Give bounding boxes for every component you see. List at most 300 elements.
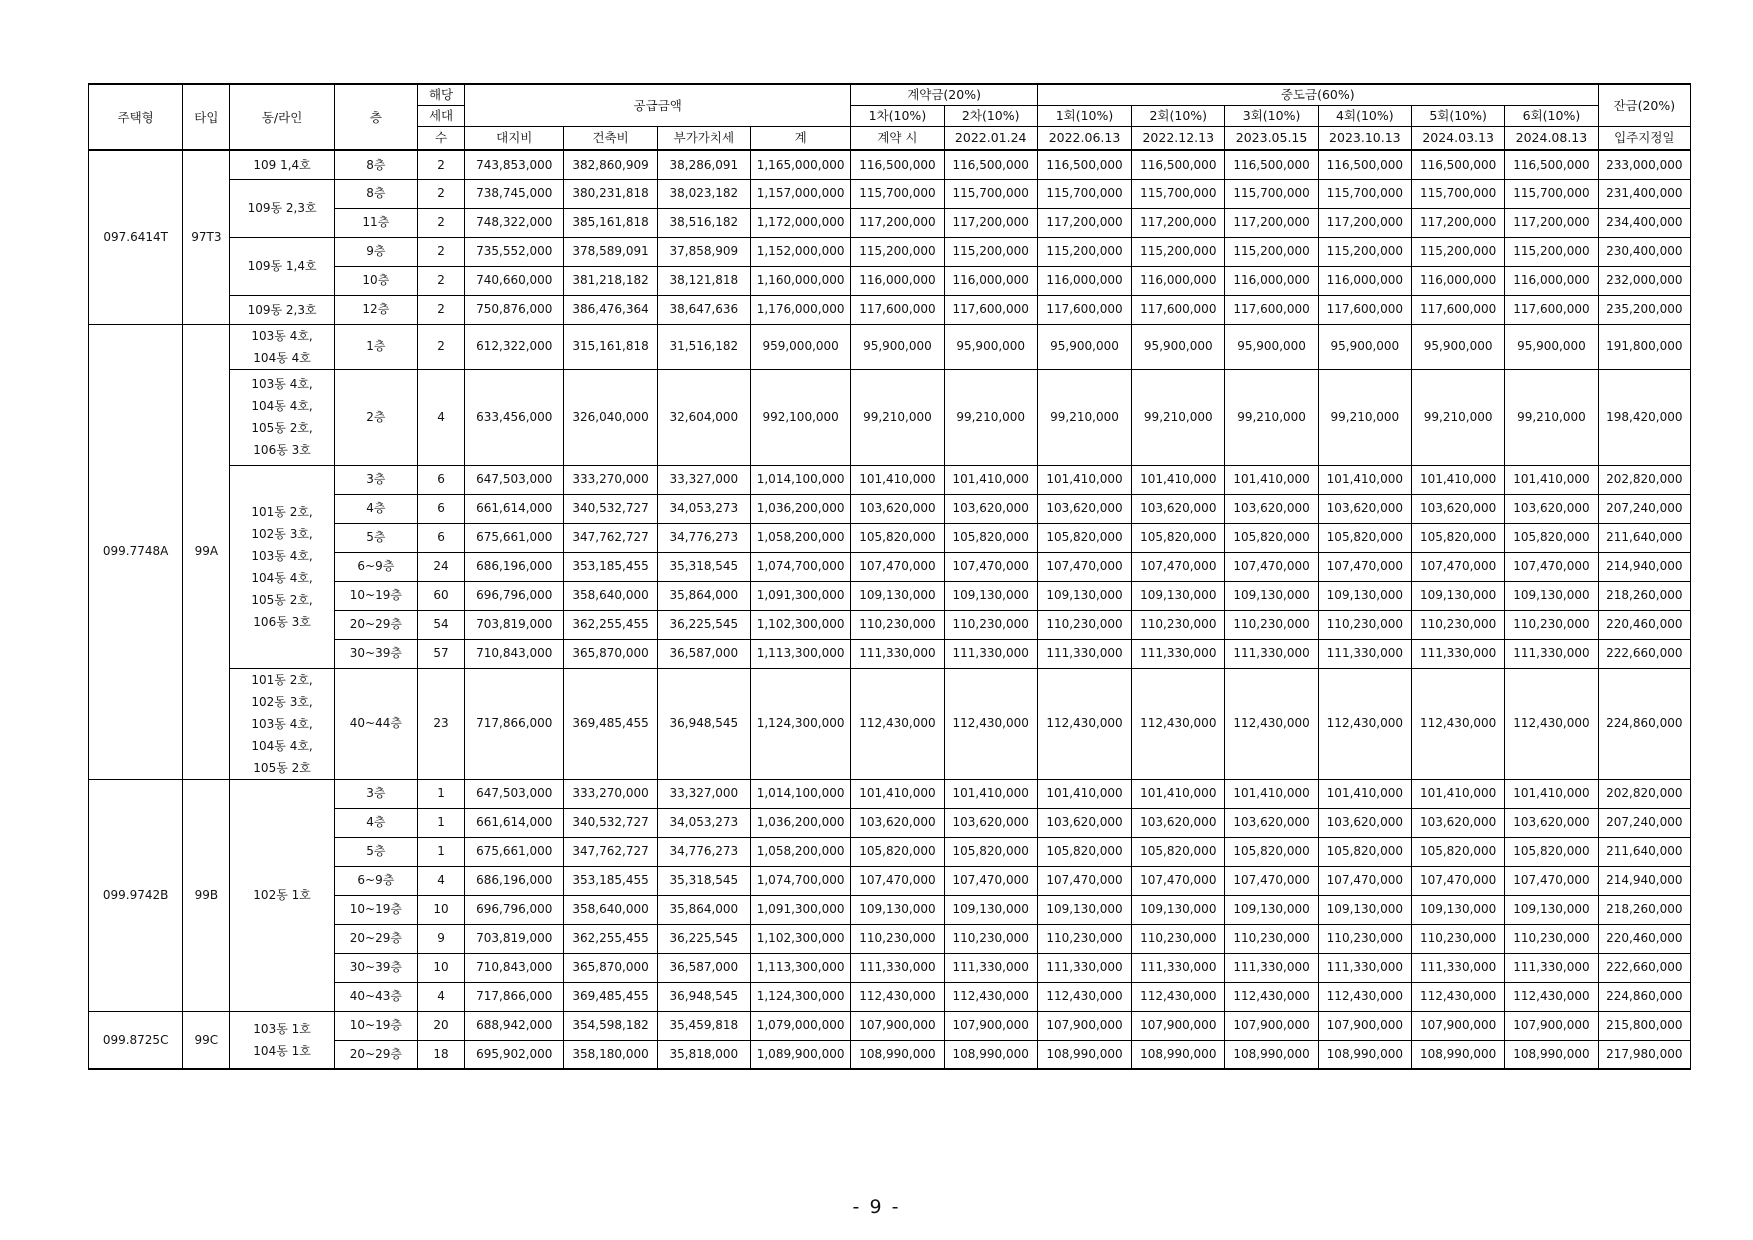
down-payment-2-cell: 105,820,000 — [944, 523, 1037, 552]
interim-payment-5-cell: 115,700,000 — [1411, 179, 1504, 208]
down-payment-1-cell: 112,430,000 — [851, 668, 944, 779]
land-cost-cell: 688,942,000 — [465, 1011, 564, 1040]
vat-cell: 33,327,000 — [657, 465, 750, 494]
building-cost-cell: 326,040,000 — [564, 369, 657, 465]
total-price-cell: 1,079,000,000 — [750, 1011, 850, 1040]
interim-payment-1-cell: 107,900,000 — [1037, 1011, 1131, 1040]
dong-line-cell: 103동 4호, 104동 4호 — [230, 324, 334, 369]
housing-type-cell: 099.8725C — [89, 1011, 183, 1069]
interim-payment-1-cell: 110,230,000 — [1037, 610, 1131, 639]
interim-payment-5-cell: 112,430,000 — [1411, 668, 1504, 779]
floor-cell: 8층 — [334, 150, 417, 179]
building-cost-cell: 365,870,000 — [564, 639, 657, 668]
land-cost-cell: 696,796,000 — [465, 895, 564, 924]
header-balance-date: 입주지정일 — [1598, 126, 1690, 150]
interim-payment-3-cell: 103,620,000 — [1225, 494, 1318, 523]
table-body — [89, 150, 1691, 1069]
units-cell: 2 — [417, 150, 464, 179]
header-units-line2: 세대 — [417, 105, 464, 126]
units-cell: 6 — [417, 465, 464, 494]
down-payment-1-cell: 109,130,000 — [851, 581, 944, 610]
down-payment-1-cell: 111,330,000 — [851, 639, 944, 668]
floor-cell: 9층 — [334, 237, 417, 266]
interim-payment-3-cell: 115,700,000 — [1225, 179, 1318, 208]
down-payment-1-cell: 105,820,000 — [851, 837, 944, 866]
down-payment-2-cell: 116,000,000 — [944, 266, 1037, 295]
units-cell: 4 — [417, 982, 464, 1011]
balance-cell: 211,640,000 — [1598, 523, 1690, 552]
vat-cell: 35,459,818 — [657, 1011, 750, 1040]
table-row — [89, 779, 1691, 808]
interim-payment-5-cell: 115,200,000 — [1411, 237, 1504, 266]
interim-payment-1-cell: 101,410,000 — [1037, 465, 1131, 494]
building-cost-cell: 362,255,455 — [564, 924, 657, 953]
vat-cell: 36,948,545 — [657, 982, 750, 1011]
interim-payment-2-cell: 112,430,000 — [1132, 982, 1225, 1011]
balance-cell: 217,980,000 — [1598, 1040, 1690, 1069]
down-payment-2-cell: 110,230,000 — [944, 924, 1037, 953]
interim-payment-1-cell: 115,700,000 — [1037, 179, 1131, 208]
total-price-cell: 1,113,300,000 — [750, 639, 850, 668]
dong-line-cell: 109동 2,3호 — [230, 179, 334, 237]
interim-payment-1-cell: 109,130,000 — [1037, 895, 1131, 924]
vat-cell: 33,327,000 — [657, 779, 750, 808]
header-floor: 층 — [334, 84, 417, 150]
building-cost-cell: 369,485,455 — [564, 668, 657, 779]
units-cell: 54 — [417, 610, 464, 639]
total-price-cell: 1,160,000,000 — [750, 266, 850, 295]
interim-payment-5-cell: 110,230,000 — [1411, 924, 1504, 953]
interim-payment-6-cell: 107,470,000 — [1505, 866, 1598, 895]
interim-payment-2-cell: 111,330,000 — [1132, 639, 1225, 668]
down-payment-1-cell: 107,470,000 — [851, 866, 944, 895]
interim-payment-2-cell: 107,900,000 — [1132, 1011, 1225, 1040]
floor-cell: 5층 — [334, 837, 417, 866]
interim-payment-5-cell: 117,200,000 — [1411, 208, 1504, 237]
interim-payment-6-cell: 115,200,000 — [1505, 237, 1598, 266]
interim-payment-2-cell: 101,410,000 — [1132, 465, 1225, 494]
floor-cell: 1층 — [334, 324, 417, 369]
units-cell: 57 — [417, 639, 464, 668]
header-interim-1: 1회(10%) — [1037, 105, 1131, 126]
interim-payment-3-cell: 101,410,000 — [1225, 779, 1318, 808]
interim-payment-2-cell: 107,470,000 — [1132, 552, 1225, 581]
vat-cell: 36,587,000 — [657, 953, 750, 982]
interim-payment-1-cell: 117,200,000 — [1037, 208, 1131, 237]
total-price-cell: 992,100,000 — [750, 369, 850, 465]
land-cost-cell: 695,902,000 — [465, 1040, 564, 1069]
vat-cell: 38,121,818 — [657, 266, 750, 295]
vat-cell: 36,948,545 — [657, 668, 750, 779]
balance-cell: 220,460,000 — [1598, 924, 1690, 953]
total-price-cell: 1,091,300,000 — [750, 895, 850, 924]
interim-payment-3-cell: 110,230,000 — [1225, 924, 1318, 953]
units-cell: 20 — [417, 1011, 464, 1040]
interim-payment-2-cell: 99,210,000 — [1132, 369, 1225, 465]
building-cost-cell: 353,185,455 — [564, 552, 657, 581]
header-interim-2: 2회(10%) — [1132, 105, 1225, 126]
total-price-cell: 1,152,000,000 — [750, 237, 850, 266]
interim-payment-1-cell: 109,130,000 — [1037, 581, 1131, 610]
land-cost-cell: 686,196,000 — [465, 866, 564, 895]
interim-payment-5-cell: 117,600,000 — [1411, 295, 1504, 324]
vat-cell: 35,864,000 — [657, 895, 750, 924]
page-number: - 9 - — [852, 1196, 901, 1218]
header-units-line1: 해당 — [417, 84, 464, 105]
land-cost-cell: 612,322,000 — [465, 324, 564, 369]
header-housing-type: 주택형 — [89, 84, 183, 150]
table-row — [89, 369, 1691, 465]
balance-cell: 230,400,000 — [1598, 237, 1690, 266]
floor-cell: 6~9층 — [334, 552, 417, 581]
down-payment-1-cell: 103,620,000 — [851, 808, 944, 837]
down-payment-1-cell: 109,130,000 — [851, 895, 944, 924]
down-payment-2-cell: 99,210,000 — [944, 369, 1037, 465]
header-total: 계 — [750, 126, 850, 150]
land-cost-cell: 703,819,000 — [465, 610, 564, 639]
units-cell: 2 — [417, 208, 464, 237]
units-cell: 10 — [417, 953, 464, 982]
down-payment-1-cell: 116,000,000 — [851, 266, 944, 295]
down-payment-2-cell: 111,330,000 — [944, 953, 1037, 982]
down-payment-1-cell: 116,500,000 — [851, 150, 944, 179]
building-cost-cell: 347,762,727 — [564, 523, 657, 552]
interim-payment-6-cell: 108,990,000 — [1505, 1040, 1598, 1069]
balance-cell: 222,660,000 — [1598, 639, 1690, 668]
building-cost-cell: 386,476,364 — [564, 295, 657, 324]
interim-payment-5-cell: 103,620,000 — [1411, 808, 1504, 837]
units-cell: 6 — [417, 494, 464, 523]
balance-cell: 211,640,000 — [1598, 837, 1690, 866]
units-cell: 1 — [417, 837, 464, 866]
floor-cell: 10~19층 — [334, 581, 417, 610]
interim-payment-5-cell: 111,330,000 — [1411, 639, 1504, 668]
interim-payment-4-cell: 99,210,000 — [1318, 369, 1411, 465]
dong-line-cell: 103동 1호 104동 1호 — [230, 1011, 334, 1069]
balance-cell: 214,940,000 — [1598, 552, 1690, 581]
units-cell: 2 — [417, 179, 464, 208]
table-row — [89, 324, 1691, 369]
housing-type-cell: 099.7748A — [89, 324, 183, 779]
units-cell: 18 — [417, 1040, 464, 1069]
units-cell: 2 — [417, 237, 464, 266]
land-cost-cell: 717,866,000 — [465, 668, 564, 779]
interim-payment-6-cell: 115,700,000 — [1505, 179, 1598, 208]
type-cell: 97T3 — [183, 150, 230, 324]
vat-cell: 37,858,909 — [657, 237, 750, 266]
interim-payment-4-cell: 103,620,000 — [1318, 494, 1411, 523]
header-down-2-date: 2022.01.24 — [944, 126, 1037, 150]
interim-payment-3-cell: 110,230,000 — [1225, 610, 1318, 639]
total-price-cell: 1,091,300,000 — [750, 581, 850, 610]
interim-payment-5-cell: 111,330,000 — [1411, 953, 1504, 982]
interim-payment-4-cell: 105,820,000 — [1318, 523, 1411, 552]
building-cost-cell: 315,161,818 — [564, 324, 657, 369]
interim-payment-6-cell: 109,130,000 — [1505, 581, 1598, 610]
interim-payment-4-cell: 95,900,000 — [1318, 324, 1411, 369]
table-row — [89, 668, 1691, 779]
down-payment-1-cell: 107,470,000 — [851, 552, 944, 581]
total-price-cell: 1,014,100,000 — [750, 465, 850, 494]
balance-cell: 233,000,000 — [1598, 150, 1690, 179]
units-cell: 60 — [417, 581, 464, 610]
table-row — [89, 1011, 1691, 1040]
balance-cell: 232,000,000 — [1598, 266, 1690, 295]
balance-cell: 207,240,000 — [1598, 808, 1690, 837]
interim-payment-6-cell: 111,330,000 — [1505, 953, 1598, 982]
land-cost-cell: 738,745,000 — [465, 179, 564, 208]
total-price-cell: 1,102,300,000 — [750, 924, 850, 953]
header-down-2: 2차(10%) — [944, 105, 1037, 126]
floor-cell: 12층 — [334, 295, 417, 324]
interim-payment-3-cell: 107,470,000 — [1225, 552, 1318, 581]
building-cost-cell: 362,255,455 — [564, 610, 657, 639]
down-payment-2-cell: 109,130,000 — [944, 895, 1037, 924]
header-building: 건축비 — [564, 126, 657, 150]
total-price-cell: 1,102,300,000 — [750, 610, 850, 639]
interim-payment-2-cell: 103,620,000 — [1132, 808, 1225, 837]
total-price-cell: 1,124,300,000 — [750, 982, 850, 1011]
building-cost-cell: 382,860,909 — [564, 150, 657, 179]
interim-payment-6-cell: 117,200,000 — [1505, 208, 1598, 237]
interim-payment-3-cell: 109,130,000 — [1225, 895, 1318, 924]
land-cost-cell: 748,322,000 — [465, 208, 564, 237]
interim-payment-3-cell: 108,990,000 — [1225, 1040, 1318, 1069]
interim-payment-2-cell: 117,600,000 — [1132, 295, 1225, 324]
interim-payment-1-cell: 116,500,000 — [1037, 150, 1131, 179]
interim-payment-1-cell: 103,620,000 — [1037, 808, 1131, 837]
total-price-cell: 1,074,700,000 — [750, 552, 850, 581]
land-cost-cell: 710,843,000 — [465, 953, 564, 982]
down-payment-2-cell: 103,620,000 — [944, 494, 1037, 523]
interim-payment-1-cell: 111,330,000 — [1037, 639, 1131, 668]
down-payment-2-cell: 112,430,000 — [944, 668, 1037, 779]
total-price-cell: 1,058,200,000 — [750, 523, 850, 552]
dong-line-cell: 109동 1,4호 — [230, 237, 334, 295]
interim-payment-1-cell: 111,330,000 — [1037, 953, 1131, 982]
header-dong-line: 동/라인 — [230, 84, 334, 150]
land-cost-cell: 740,660,000 — [465, 266, 564, 295]
interim-payment-6-cell: 103,620,000 — [1505, 808, 1598, 837]
total-price-cell: 1,176,000,000 — [750, 295, 850, 324]
interim-payment-5-cell: 108,990,000 — [1411, 1040, 1504, 1069]
interim-payment-1-cell: 117,600,000 — [1037, 295, 1131, 324]
interim-payment-5-cell: 105,820,000 — [1411, 523, 1504, 552]
total-price-cell: 1,014,100,000 — [750, 779, 850, 808]
dong-line-cell: 101동 2호, 102동 3호, 103동 4호, 104동 4호, 105동 2호, 106동 3호 — [230, 465, 334, 668]
interim-payment-2-cell: 107,470,000 — [1132, 866, 1225, 895]
interim-payment-2-cell: 111,330,000 — [1132, 953, 1225, 982]
vat-cell: 38,023,182 — [657, 179, 750, 208]
interim-payment-1-cell: 116,000,000 — [1037, 266, 1131, 295]
units-cell: 4 — [417, 866, 464, 895]
interim-payment-1-cell: 110,230,000 — [1037, 924, 1131, 953]
header-type: 타입 — [183, 84, 230, 150]
interim-payment-5-cell: 107,470,000 — [1411, 866, 1504, 895]
vat-cell: 35,318,545 — [657, 552, 750, 581]
total-price-cell: 959,000,000 — [750, 324, 850, 369]
interim-payment-2-cell: 110,230,000 — [1132, 610, 1225, 639]
balance-cell: 191,800,000 — [1598, 324, 1690, 369]
header-vat: 부가가치세 — [657, 126, 750, 150]
vat-cell: 38,647,636 — [657, 295, 750, 324]
land-cost-cell: 686,196,000 — [465, 552, 564, 581]
down-payment-2-cell: 115,200,000 — [944, 237, 1037, 266]
vat-cell: 35,864,000 — [657, 581, 750, 610]
units-cell: 1 — [417, 808, 464, 837]
interim-payment-6-cell: 101,410,000 — [1505, 779, 1598, 808]
interim-payment-6-cell: 99,210,000 — [1505, 369, 1598, 465]
interim-payment-4-cell: 109,130,000 — [1318, 581, 1411, 610]
interim-payment-5-cell: 95,900,000 — [1411, 324, 1504, 369]
interim-payment-3-cell: 107,470,000 — [1225, 866, 1318, 895]
vat-cell: 34,053,273 — [657, 494, 750, 523]
building-cost-cell: 353,185,455 — [564, 866, 657, 895]
interim-payment-4-cell: 105,820,000 — [1318, 837, 1411, 866]
interim-payment-3-cell: 116,000,000 — [1225, 266, 1318, 295]
interim-payment-6-cell: 105,820,000 — [1505, 837, 1598, 866]
interim-payment-6-cell: 101,410,000 — [1505, 465, 1598, 494]
interim-payment-2-cell: 103,620,000 — [1132, 494, 1225, 523]
down-payment-1-cell: 110,230,000 — [851, 610, 944, 639]
floor-cell: 20~29층 — [334, 924, 417, 953]
interim-payment-4-cell: 107,470,000 — [1318, 552, 1411, 581]
units-cell: 23 — [417, 668, 464, 779]
interim-payment-4-cell: 117,600,000 — [1318, 295, 1411, 324]
interim-payment-5-cell: 116,000,000 — [1411, 266, 1504, 295]
header-interim-3: 3회(10%) — [1225, 105, 1318, 126]
down-payment-2-cell: 95,900,000 — [944, 324, 1037, 369]
balance-cell: 222,660,000 — [1598, 953, 1690, 982]
floor-cell: 8층 — [334, 179, 417, 208]
building-cost-cell: 381,218,182 — [564, 266, 657, 295]
down-payment-2-cell: 107,470,000 — [944, 866, 1037, 895]
header-interim-6: 6회(10%) — [1505, 105, 1598, 126]
building-cost-cell: 365,870,000 — [564, 953, 657, 982]
floor-cell: 2층 — [334, 369, 417, 465]
interim-payment-4-cell: 101,410,000 — [1318, 779, 1411, 808]
total-price-cell: 1,172,000,000 — [750, 208, 850, 237]
balance-cell: 214,940,000 — [1598, 866, 1690, 895]
header-interim-2-date: 2022.12.13 — [1132, 126, 1225, 150]
building-cost-cell: 333,270,000 — [564, 779, 657, 808]
interim-payment-3-cell: 103,620,000 — [1225, 808, 1318, 837]
building-cost-cell: 354,598,182 — [564, 1011, 657, 1040]
interim-payment-2-cell: 112,430,000 — [1132, 668, 1225, 779]
interim-payment-3-cell: 116,500,000 — [1225, 150, 1318, 179]
interim-payment-4-cell: 107,900,000 — [1318, 1011, 1411, 1040]
land-cost-cell: 661,614,000 — [465, 808, 564, 837]
interim-payment-2-cell: 95,900,000 — [1132, 324, 1225, 369]
interim-payment-3-cell: 117,600,000 — [1225, 295, 1318, 324]
interim-payment-5-cell: 107,470,000 — [1411, 552, 1504, 581]
balance-cell: 207,240,000 — [1598, 494, 1690, 523]
floor-cell: 30~39층 — [334, 639, 417, 668]
interim-payment-2-cell: 115,700,000 — [1132, 179, 1225, 208]
down-payment-2-cell: 115,700,000 — [944, 179, 1037, 208]
interim-payment-6-cell: 112,430,000 — [1505, 668, 1598, 779]
down-payment-1-cell: 110,230,000 — [851, 924, 944, 953]
interim-payment-4-cell: 115,700,000 — [1318, 179, 1411, 208]
total-price-cell: 1,089,900,000 — [750, 1040, 850, 1069]
vat-cell: 36,225,545 — [657, 610, 750, 639]
balance-cell: 218,260,000 — [1598, 895, 1690, 924]
balance-cell: 202,820,000 — [1598, 465, 1690, 494]
interim-payment-4-cell: 110,230,000 — [1318, 610, 1411, 639]
units-cell: 24 — [417, 552, 464, 581]
down-payment-1-cell: 117,600,000 — [851, 295, 944, 324]
units-cell: 2 — [417, 266, 464, 295]
header-down-1: 1차(10%) — [851, 105, 944, 126]
floor-cell: 30~39층 — [334, 953, 417, 982]
header-interim-5: 5회(10%) — [1411, 105, 1504, 126]
floor-cell: 4층 — [334, 494, 417, 523]
total-price-cell: 1,124,300,000 — [750, 668, 850, 779]
interim-payment-5-cell: 101,410,000 — [1411, 779, 1504, 808]
interim-payment-2-cell: 109,130,000 — [1132, 581, 1225, 610]
interim-payment-1-cell: 112,430,000 — [1037, 982, 1131, 1011]
housing-type-cell: 097.6414T — [89, 150, 183, 324]
interim-payment-5-cell: 110,230,000 — [1411, 610, 1504, 639]
down-payment-1-cell: 111,330,000 — [851, 953, 944, 982]
land-cost-cell: 675,661,000 — [465, 837, 564, 866]
interim-payment-6-cell: 105,820,000 — [1505, 523, 1598, 552]
floor-cell: 11층 — [334, 208, 417, 237]
interim-payment-1-cell: 115,200,000 — [1037, 237, 1131, 266]
interim-payment-3-cell: 105,820,000 — [1225, 837, 1318, 866]
interim-payment-5-cell: 109,130,000 — [1411, 895, 1504, 924]
down-payment-1-cell: 115,700,000 — [851, 179, 944, 208]
floor-cell: 40~43층 — [334, 982, 417, 1011]
interim-payment-5-cell: 116,500,000 — [1411, 150, 1504, 179]
interim-payment-4-cell: 116,000,000 — [1318, 266, 1411, 295]
down-payment-1-cell: 101,410,000 — [851, 465, 944, 494]
land-cost-cell: 647,503,000 — [465, 465, 564, 494]
total-price-cell: 1,036,200,000 — [750, 494, 850, 523]
balance-cell: 198,420,000 — [1598, 369, 1690, 465]
units-cell: 10 — [417, 895, 464, 924]
land-cost-cell: 710,843,000 — [465, 639, 564, 668]
interim-payment-4-cell: 109,130,000 — [1318, 895, 1411, 924]
interim-payment-4-cell: 115,200,000 — [1318, 237, 1411, 266]
interim-payment-1-cell: 108,990,000 — [1037, 1040, 1131, 1069]
interim-payment-1-cell: 105,820,000 — [1037, 837, 1131, 866]
vat-cell: 34,053,273 — [657, 808, 750, 837]
floor-cell: 20~29층 — [334, 610, 417, 639]
header-supply-price: 공급금액 — [465, 84, 851, 126]
building-cost-cell: 347,762,727 — [564, 837, 657, 866]
header-down-1-date: 계약 시 — [851, 126, 944, 150]
vat-cell: 35,818,000 — [657, 1040, 750, 1069]
interim-payment-6-cell: 117,600,000 — [1505, 295, 1598, 324]
down-payment-2-cell: 117,200,000 — [944, 208, 1037, 237]
down-payment-1-cell: 117,200,000 — [851, 208, 944, 237]
balance-cell: 220,460,000 — [1598, 610, 1690, 639]
building-cost-cell: 333,270,000 — [564, 465, 657, 494]
vat-cell: 36,225,545 — [657, 924, 750, 953]
interim-payment-2-cell: 105,820,000 — [1132, 837, 1225, 866]
header-interim-3-date: 2023.05.15 — [1225, 126, 1318, 150]
interim-payment-5-cell: 103,620,000 — [1411, 494, 1504, 523]
floor-cell: 40~44층 — [334, 668, 417, 779]
interim-payment-1-cell: 95,900,000 — [1037, 324, 1131, 369]
interim-payment-6-cell: 116,000,000 — [1505, 266, 1598, 295]
building-cost-cell: 380,231,818 — [564, 179, 657, 208]
interim-payment-6-cell: 107,470,000 — [1505, 552, 1598, 581]
interim-payment-4-cell: 103,620,000 — [1318, 808, 1411, 837]
interim-payment-3-cell: 111,330,000 — [1225, 639, 1318, 668]
interim-payment-2-cell: 108,990,000 — [1132, 1040, 1225, 1069]
